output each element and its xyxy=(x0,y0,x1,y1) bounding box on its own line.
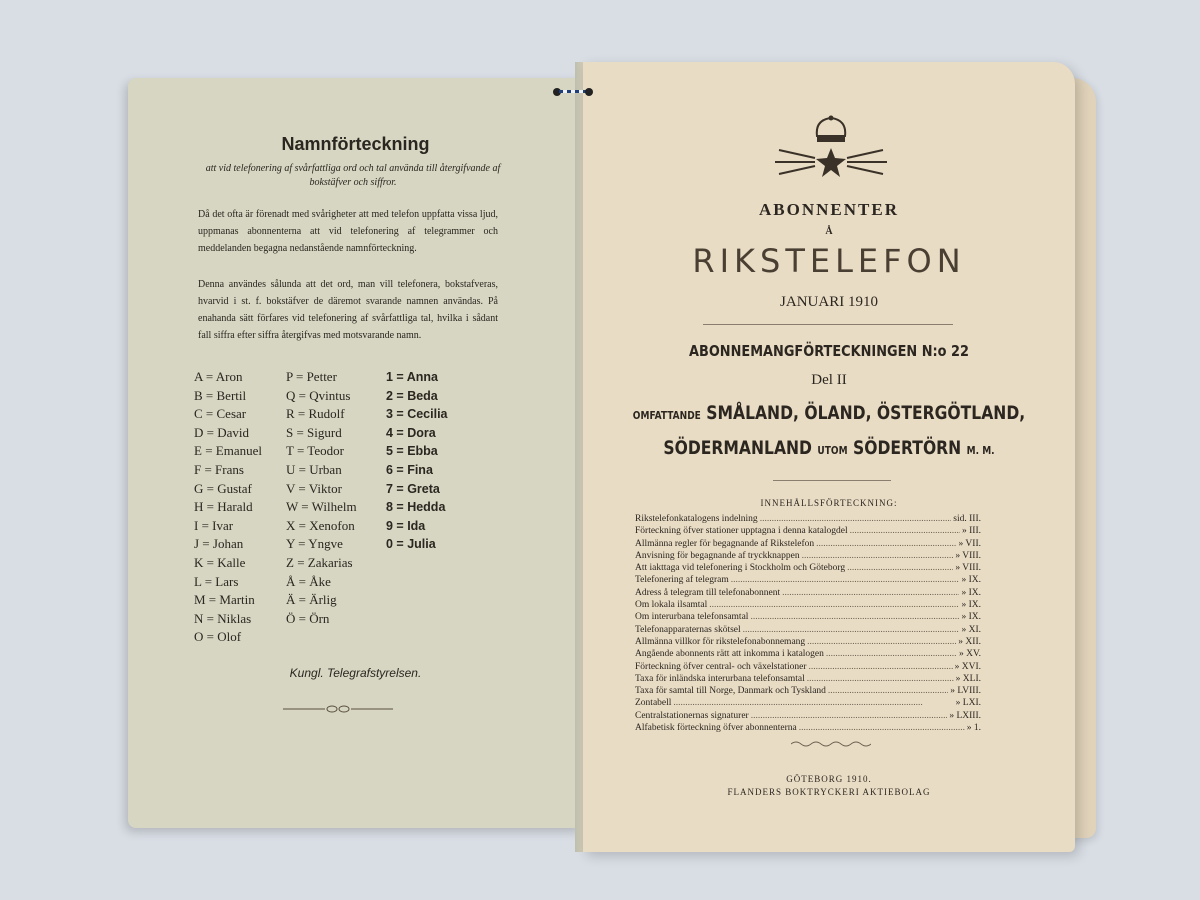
toc-label: Taxa för inländska interurbana telefonsamtal xyxy=(635,673,805,684)
alphabet-entry: 4 = Dora xyxy=(386,425,436,440)
toc-label: Angående abonnents rätt att inkomma i katalogen xyxy=(635,649,824,660)
toc-leader-dots xyxy=(743,625,960,635)
crown-star-emblem-icon xyxy=(771,114,891,184)
toc-label: Centralstationernas signaturer xyxy=(635,710,749,721)
alphabet-entry: U = Urban xyxy=(286,461,342,477)
toc-row xyxy=(635,698,981,710)
instructions-paragraph-1: Då det ofta är förenadt med svårigheter att med telefon uppfatta vissa ljud, uppmanas abonnenterna att vid telefonering af telegrammer och meddelanden begagna nedanstående namnförteckning. xyxy=(198,209,498,254)
ornament-divider-icon xyxy=(283,704,393,714)
alphabet-entry: I = Ivar xyxy=(194,517,234,533)
toc-leader-dots xyxy=(828,686,948,696)
alphabet-entry: K = Kalle xyxy=(194,554,246,570)
toc-row xyxy=(635,514,981,526)
toc-row xyxy=(635,526,981,538)
toc-row xyxy=(635,551,981,563)
imprint-printer: FLANDERS BOKTRYCKERI AKTIEBOLAG xyxy=(727,787,931,797)
alphabet-entry: M = Martin xyxy=(194,592,255,608)
toc-label: Att iakttaga vid telefonering i Stockholm och Göteborg xyxy=(635,563,846,574)
toc-page-ref: » IX. xyxy=(961,600,981,611)
alphabet-entry: 8 = Hedda xyxy=(386,500,446,515)
title-rikstelefon: RIKSTELEFON xyxy=(692,242,966,280)
toc-label: Telefonering af telegram xyxy=(635,575,729,586)
alphabet-entry: 0 = Julia xyxy=(386,537,436,552)
alphabet-entry: Z = Zakarias xyxy=(286,554,353,570)
toc-label: Anvisning för begagnande af tryckknappen xyxy=(635,550,800,561)
alphabet-entry: 2 = Beda xyxy=(386,388,438,403)
toc-leader-dots xyxy=(751,711,948,721)
region-sodermanland: SÖDERMANLAND xyxy=(663,437,812,459)
toc-page-ref: » LXI. xyxy=(955,698,981,709)
toc-label: Alfabetisk förteckning öfver abonnenterna xyxy=(635,723,797,734)
toc-leader-dots xyxy=(816,539,956,549)
toc-page-ref: » LXIII. xyxy=(949,710,981,721)
toc-page-ref: » XI. xyxy=(961,624,981,635)
toc-page-ref: » 1. xyxy=(966,723,981,734)
toc-leader-dots xyxy=(782,588,959,598)
alphabet-entry: A = Aron xyxy=(194,369,243,384)
heading-abonnenter: ABONNENTER xyxy=(759,200,899,219)
toc-leader-dots xyxy=(709,600,959,610)
alphabet-entry: 6 = Fina xyxy=(386,462,433,477)
toc-page-ref: » XLI. xyxy=(955,673,981,684)
alphabet-entry: F = Frans xyxy=(194,461,244,477)
toc-row xyxy=(635,686,981,698)
toc-page-ref: » XV. xyxy=(959,649,981,660)
toc-label: Rikstelefonkatalogens indelning xyxy=(635,514,758,524)
alphabet-entry: C = Cesar xyxy=(194,406,247,422)
toc-row xyxy=(635,711,981,723)
toc-page-ref: » VII. xyxy=(958,538,981,549)
toc-row xyxy=(635,539,981,551)
toc-row xyxy=(635,612,981,624)
contents-heading: INNEHÅLLSFÖRTECKNING: xyxy=(760,498,898,508)
alphabet-entry: 3 = Cecilia xyxy=(386,407,448,422)
toc-leader-dots xyxy=(802,551,954,561)
binding-hole-icon xyxy=(585,88,593,96)
toc-leader-dots xyxy=(808,662,952,672)
alphabet-entry: 9 = Ida xyxy=(386,518,426,533)
instructions-paragraph-2: Denna användes sålunda att det ord, man vill telefonera, bokstafveras, hvarvid i st. f. bokstäfver de däremot svarande namnen användas. På enahanda sätt förfares vid telefonering af svårfattliga tal, hvilka i sådant fall siffra efter siffra återgifvas med motsvarande namn. xyxy=(198,279,498,341)
alphabet-entry: Y = Yngve xyxy=(286,536,343,552)
toc-page-ref: » XVI. xyxy=(954,661,981,672)
alphabet-entry: O = Olof xyxy=(194,629,242,645)
alphabet-entry: R = Rudolf xyxy=(286,406,345,422)
toc-row xyxy=(635,563,981,575)
left-page xyxy=(128,78,583,828)
toc-label: Taxa för samtal till Norge, Danmark och Tyskland xyxy=(635,686,826,697)
alphabet-entry: X = Xenofon xyxy=(286,517,355,533)
date-januari-1910: JANUARI 1910 xyxy=(780,294,878,310)
alphabet-entry: W = Wilhelm xyxy=(286,499,357,515)
toc-label: Telefonapparaternas skötsel xyxy=(635,624,741,635)
toc-label: Om interurbana telefonsamtal xyxy=(635,612,749,623)
alphabet-entry: 1 = Anna xyxy=(386,370,438,384)
name-list-title: Namnförteckning xyxy=(281,134,430,154)
toc-row xyxy=(635,637,981,649)
toc-page-ref: » VIII. xyxy=(955,563,981,574)
alphabet-entry: T = Teodor xyxy=(286,443,344,459)
form-number-heading: ABONNEMANGFÖRTECKNINGEN N:o 22 xyxy=(689,342,969,360)
toc-leader-dots xyxy=(850,526,960,536)
imprint-city-year: GÖTEBORG 1910. xyxy=(786,774,872,784)
toc-leader-dots xyxy=(799,723,965,733)
alphabet-entry: Å = Åke xyxy=(286,573,331,589)
region-utom: UTOM xyxy=(817,444,848,457)
region-names-1: SMÅLAND, ÖLAND, ÖSTERGÖTLAND, xyxy=(706,402,1026,424)
toc-leader-dots xyxy=(731,575,960,585)
toc-page-ref: sid. III. xyxy=(953,514,981,524)
alphabet-entry: E = Emanuel xyxy=(194,443,262,459)
toc-label: Förteckning öfver central- och växelstationer xyxy=(635,661,807,672)
alphabet-entry: H = Harald xyxy=(194,499,253,515)
digit-name-column xyxy=(386,368,448,554)
toc-row xyxy=(635,649,981,661)
ornament-wave-icon xyxy=(791,740,871,748)
toc-label: Allmänna villkor för rikstelefonabonnemang xyxy=(635,636,806,647)
toc-row xyxy=(635,662,981,674)
alphabet-entry: D = David xyxy=(194,424,249,440)
alphabet-entry: 7 = Greta xyxy=(386,481,440,496)
toc-row xyxy=(635,588,981,600)
toc-page-ref: » IX. xyxy=(961,587,981,598)
toc-leader-dots xyxy=(673,698,953,708)
toc-label: Om lokala ilsamtal xyxy=(635,600,708,611)
region-line-2 xyxy=(627,437,1030,459)
alphabet-entry: Ö = Örn xyxy=(286,610,330,626)
toc-page-ref: » LVIII. xyxy=(950,686,981,697)
toc-leader-dots xyxy=(826,649,957,659)
region-sodertorn: SÖDERTÖRN xyxy=(852,437,962,459)
toc-page-ref: » VIII. xyxy=(955,550,981,561)
alphabet-entry: S = Sigurd xyxy=(286,424,342,440)
part-label: Del II xyxy=(811,372,847,388)
toc-row xyxy=(635,600,981,612)
alphabet-column-a-o xyxy=(194,368,262,647)
signature-telegrafstyrelsen: Kungl. Telegrafstyrelsen. xyxy=(289,666,422,680)
toc-label: Adress å telegram till telefonabonnent xyxy=(635,587,781,598)
toc-row xyxy=(635,723,981,735)
region-mm: M. M. xyxy=(966,444,995,457)
region-line-1 xyxy=(627,402,1030,424)
alphabet-entry: 5 = Ebba xyxy=(386,444,438,459)
toc-row xyxy=(635,625,981,637)
alphabet-entry: J = Johan xyxy=(194,536,244,552)
toc-page-ref: » IX. xyxy=(961,612,981,623)
table-of-contents xyxy=(635,514,981,735)
right-page xyxy=(583,62,1075,852)
toc-row xyxy=(635,674,981,686)
toc-row xyxy=(635,575,981,587)
toc-page-ref: » XII. xyxy=(958,636,981,647)
alphabet-entry: G = Gustaf xyxy=(194,480,252,496)
toc-page-ref: » IX. xyxy=(961,575,981,586)
toc-label: Förteckning öfver stationer upptagna i denna katalogdel xyxy=(635,526,848,537)
alphabet-entry: L = Lars xyxy=(194,573,239,589)
divider-rule-short xyxy=(773,480,891,481)
alphabet-entry: V = Viktor xyxy=(286,480,342,496)
region-prefix: OMFATTANDE xyxy=(632,409,701,422)
toc-page-ref: » III. xyxy=(962,526,981,537)
toc-leader-dots xyxy=(847,563,953,573)
name-list-subtitle: att vid telefonering af svårfattliga ord och tal använda till återgifvande af bokstäfver och siffror. xyxy=(205,163,501,188)
alphabet-entry: Ä = Ärlig xyxy=(286,592,337,608)
toc-leader-dots xyxy=(750,612,959,622)
alphabet-entry: B = Bertil xyxy=(194,387,247,403)
toc-leader-dots xyxy=(807,637,956,647)
binding-thread xyxy=(553,87,593,97)
heading-a-ring: Å xyxy=(825,226,833,237)
toc-leader-dots xyxy=(760,514,952,524)
toc-leader-dots xyxy=(807,674,954,684)
divider-rule xyxy=(703,324,953,325)
alphabet-entry: Q = Qvintus xyxy=(286,387,351,403)
toc-label: Allmänna regler för begagnande af Rikstelefon xyxy=(635,538,815,549)
alphabet-entry: N = Niklas xyxy=(194,610,252,626)
toc-label: Zontabell xyxy=(635,698,672,709)
alphabet-column-p-o xyxy=(286,368,357,628)
alphabet-entry: P = Petter xyxy=(286,369,337,384)
